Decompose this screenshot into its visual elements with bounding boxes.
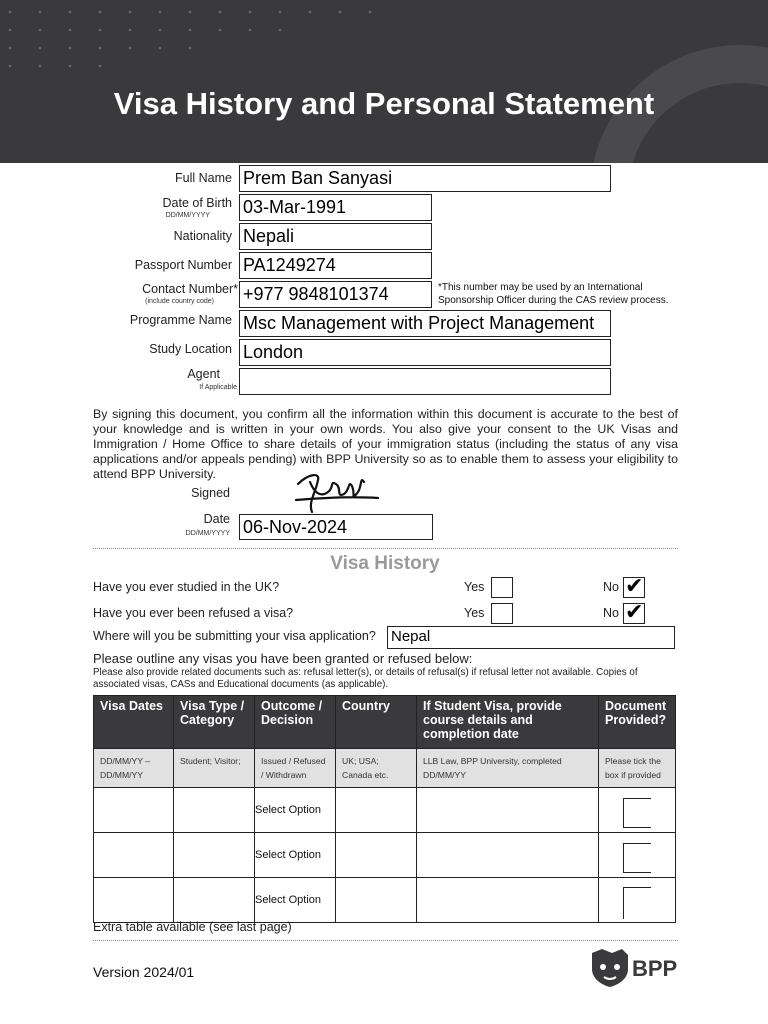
outcome-select[interactable]: Select Option xyxy=(255,878,336,923)
col-course-details: If Student Visa, provide course details and completion date xyxy=(417,696,599,749)
agent-label: Agent xyxy=(187,367,220,381)
programme-label: Programme Name xyxy=(129,313,232,327)
hint-course-details: LLB Law, BPP University, completed DD/MM/YY xyxy=(417,749,599,788)
date-format-hint: DD/MM/YYYY xyxy=(185,530,230,537)
visa-dates-cell[interactable] xyxy=(94,833,174,878)
document-provided-cell xyxy=(599,878,676,923)
visa-history-table xyxy=(93,695,676,923)
dob-format-hint: DD/MM/YYYY xyxy=(165,212,210,219)
extra-table-note: Extra table available (see last page) xyxy=(93,920,292,934)
passport-label: Passport Number xyxy=(134,258,232,272)
studied-uk-question: Have you ever studied in the UK? xyxy=(93,580,280,594)
check-icon: ✔ xyxy=(625,599,644,624)
study-location-field[interactable]: London xyxy=(239,339,611,366)
table-header-row xyxy=(94,696,676,749)
document-checkbox[interactable] xyxy=(623,843,651,873)
divider xyxy=(93,940,678,941)
refused-visa-yes-checkbox[interactable] xyxy=(491,603,513,624)
document-provided-cell xyxy=(599,788,676,833)
date-label: Date xyxy=(203,512,230,526)
table-row xyxy=(94,878,676,923)
country-cell[interactable] xyxy=(336,833,417,878)
table-hint-row xyxy=(94,749,676,788)
refused-visa-no-checkbox[interactable] xyxy=(623,599,645,624)
dot-pattern xyxy=(0,0,420,80)
study-location-label: Study Location xyxy=(149,342,232,356)
col-visa-type: Visa Type / Category xyxy=(174,696,255,749)
nationality-label: Nationality xyxy=(173,229,232,243)
nationality-field[interactable]: Nepali xyxy=(239,223,432,250)
consent-text: By signing this document, you confirm all the information within this document is accurate to the best of your knowledge and is written in your own words. You also give your consent to the UK Visas and Immigration / Home Office to share details of your immigration status (including the status of any visa applications and/or appeals pending) with BPP University so as to enable them to assess your eligibility to attend BPP University. xyxy=(93,407,678,481)
contact-field[interactable]: +977 9848101374 xyxy=(239,281,432,308)
divider xyxy=(93,548,678,549)
visa-type-cell[interactable] xyxy=(174,788,255,833)
table-row xyxy=(94,788,676,833)
studied-uk-no-label: No xyxy=(603,580,619,594)
hint-country: UK; USA; Canada etc. xyxy=(336,749,417,788)
document-provided-cell xyxy=(599,833,676,878)
logo-text: BPP xyxy=(632,956,678,981)
header-banner xyxy=(0,0,768,163)
signed-label: Signed xyxy=(191,486,230,500)
signature xyxy=(290,462,382,518)
bpp-logo xyxy=(588,947,678,994)
country-cell[interactable] xyxy=(336,878,417,923)
agent-hint: If Applicable xyxy=(199,384,237,391)
hint-document-provided: Please tick the box if provided xyxy=(599,749,676,788)
visa-type-cell[interactable] xyxy=(174,833,255,878)
course-details-cell[interactable] xyxy=(417,833,599,878)
outcome-select[interactable]: Select Option xyxy=(255,833,336,878)
refused-visa-yes-label: Yes xyxy=(464,606,485,620)
document-checkbox[interactable] xyxy=(623,798,651,828)
check-icon: ✔ xyxy=(625,573,644,598)
contact-note: *This number may be used by an International Sponsorship Officer during the CAS review process. xyxy=(438,282,669,306)
sign-date-field[interactable]: 06-Nov-2024 xyxy=(239,514,433,540)
full-name-label: Full Name xyxy=(175,171,232,185)
full-name-field[interactable]: Prem Ban Sanyasi xyxy=(239,165,611,192)
col-outcome: Outcome / Decision xyxy=(255,696,336,749)
submission-location-question: Where will you be submitting your visa application? xyxy=(93,629,376,643)
col-visa-dates: Visa Dates xyxy=(94,696,174,749)
course-details-cell[interactable] xyxy=(417,788,599,833)
outline-instruction: Please outline any visas you have been granted or refused below: xyxy=(93,651,473,666)
course-details-cell[interactable] xyxy=(417,878,599,923)
hint-outcome: Issued / Refused / Withdrawn xyxy=(255,749,336,788)
studied-uk-yes-label: Yes xyxy=(464,580,485,594)
page-title: Visa History and Personal Statement xyxy=(113,86,655,121)
refused-visa-question: Have you ever been refused a visa? xyxy=(93,606,294,620)
dob-label: Date of Birth xyxy=(162,196,232,210)
visa-history-title: Visa History xyxy=(330,553,440,574)
passport-field[interactable]: PA1249274 xyxy=(239,252,432,279)
visa-dates-cell[interactable] xyxy=(94,788,174,833)
version-label: Version 2024/01 xyxy=(93,964,195,980)
submission-location-field[interactable]: Nepal xyxy=(387,626,675,649)
country-cell[interactable] xyxy=(336,788,417,833)
hint-visa-dates: DD/MM/YY – DD/MM/YY xyxy=(94,749,174,788)
contact-hint: (include country code) xyxy=(145,298,214,305)
col-document-provided: Document Provided? xyxy=(599,696,676,749)
col-country: Country xyxy=(336,696,417,749)
programme-field[interactable]: Msc Management with Project Management xyxy=(239,310,611,337)
dob-field[interactable]: 03-Mar-1991 xyxy=(239,194,432,221)
refused-visa-no-label: No xyxy=(603,606,619,620)
document-checkbox[interactable] xyxy=(623,887,651,919)
studied-uk-yes-checkbox[interactable] xyxy=(491,577,513,598)
table-row xyxy=(94,833,676,878)
studied-uk-no-checkbox[interactable] xyxy=(623,573,645,598)
hint-visa-type: Student; Visitor; xyxy=(174,749,255,788)
contact-label: Contact Number* xyxy=(142,282,238,296)
outline-note: Please also provide related documents such as: refusal letter(s), or details of refusal(s) if refusal letter not available. Copies of associated visas, CASs and Educational documents (as applicable). xyxy=(93,667,638,690)
agent-field[interactable] xyxy=(239,368,611,395)
visa-type-cell[interactable] xyxy=(174,878,255,923)
outcome-select[interactable]: Select Option xyxy=(255,788,336,833)
visa-dates-cell[interactable] xyxy=(94,878,174,923)
